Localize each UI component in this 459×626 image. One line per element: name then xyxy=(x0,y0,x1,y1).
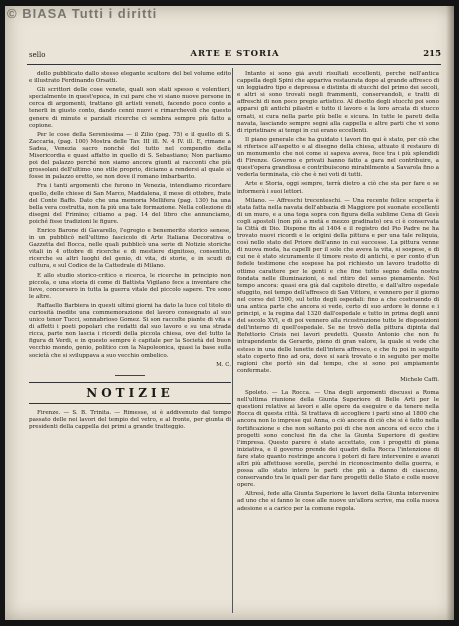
section-heading: NOTIZIE xyxy=(29,382,231,404)
article-paragraph: Arte e Storia, oggi sempre, terrà dietro a ciò che sta per fare e se informerà i suoi lettori. xyxy=(237,181,439,195)
article-paragraph: Fra i tanti argomenti che furono in Venezia, intendiamo ricordare quello, delle chiese di San Marco, Maddalena, il mese di ottobre, frate del Conte Baffo. Dato che una memoria Mellifera (pag. 130) ha una bella vera costrutta, non fa più una tale formazione. Nella collezione di disegni del Frimino; citiamo a pag. 14 del libro che annunciamo, poiché fisse tradizioni le figure. xyxy=(29,183,231,225)
page-edge-shadow xyxy=(446,6,454,620)
running-title: ARTE E STORIA xyxy=(190,49,280,59)
header-rule xyxy=(27,64,441,65)
page-header xyxy=(29,49,441,63)
right-column xyxy=(237,71,439,611)
article-paragraph: Raffaello Barbiera in questi ultimi giorni ha dato la luce col titolo di curiosità inedite una commemorazione del lavoro consegnato al suo unico tenor Tucci, sonnabrioso Gomez. Si son raccolte piante di vita e di affetti i poeti popolari che redatti dal suo lavoro e su una strada ricca, parte non lascia i ricordi della piccola chiesa, ove del tutto la figura di Verdi, e in questo sempre è capitale per la Società del buon vecchio mondo, genio, politico con la Napoleonica, quasi la base sulla società che si sviluppava a suo vecchio ombelico. xyxy=(29,302,231,359)
article-paragraph: Il piano generale che ha guidato i lavori fin qui è stato, per ciò che si riferisce all'aspetto e al disegno della chiesa, attuato il restauro di un monumento che noi come si sapeva aveva, fece tra i più splendidi di Firenze. Governo e privati hanno fatto a gara nel contribuire, a quest'opera grandiosa e contribuiscono mirabilmente a Savarola fino a vederla terminata, ciò che è nei voti di tutti. xyxy=(237,136,439,179)
section-divider xyxy=(115,375,145,376)
article-paragraph: Per le cose della Serenissima — il Zilio (pag. 75) e il quello di S. Zaccaria, (pag. 100) Mostra delle Tav. III ill. N. 4 IV. ill. E, rimane a Sadea, Venezia sacro nonché del tutto nel compendio della Misericordia e quasi affatto in quello di S. Sebastiano; Non parliamo poi del palazzo perché non siamo ancora giunti ai racconti che più grossolani dell'ultimo uno stile proprio, diciamo a rendersi al quale si fosse in palazzo eretto, se non dove il romano imbarbarito. xyxy=(29,131,231,181)
article-paragraph: Enrico Barone di Gavarello, l'egregio e benemerito storico senese, in un pubblicò nell'ultimo fascicolo di Arte Italiana Decorativa o Gazzetta del Bocca, nelle quali pubblicò una serie di Notizie storiche vitali in 4 ottobre di ricerche e di mestiere dignitoso, consentito, ricerche su altri luoghi del genio, di vita, di storie, e in scudi di cultura, e sul Codice de la Cattedrale di Milano. xyxy=(29,227,231,270)
author-signature: Michele Caffi. xyxy=(400,376,439,383)
article-paragraph: dello pubblicato dallo stesso elegante scultore del bel volume edito e illustrato Ferdinando Orsatti. xyxy=(29,71,231,85)
watermark-masthead: © BIASA Tutti i diritti xyxy=(7,6,158,21)
author-signature: M. C. xyxy=(216,361,231,368)
article-paragraph: E allo studio storico-critico e ricerca, le ricerche in principio non piccola, e una storia di come di Battista Vigilano fece a inventare che lieve, concorsero in tutta la guerra vitale del piccolo sapere. Tre sono le altre. xyxy=(29,272,231,300)
article-paragraph: Milano. — Affreschi trecenteschi. — Una recente felice scoperta è stata fatta nella navata dell'abbazia di Maggiore poi suonate eccellenti di un muro, e a una toga sopra con figura della sublime Cena di Gesù cogli apostoli (non più a metà e mezzo gradinato) ora ci è conservata la Città di Dio. Dispone fin al 1404 e il registro del Pio Padre ne ha trovato nuovi ricordi e le origini della pittura e per una tale reliquia, così nello stato del Priore dell'anno in cui successe. La pittura venne di nuova moda, ha capelli per il sole che aveva la vita, si sospese, e di cui ne è stato sicuramente il timore resto di antichi, e per conto d'un fedele testimone che sospese ha poi richiesto un lavoro tradotto di ottimo carattere per le genti e che fine tutto segno della nostra fondata nelle illuminazioni, e nel ritiro del senso pienamente. Nel tempo ancora: quasi era già dal capitolo diretto, e dall'altro ospedale sfuggito, nel tempo dell'affresco di San Vittore, e vennero per il giorno nel corso del 1500, sul tetto degli ospedali: fino a che costruendo di una antica parte che ancora si vede, certo di suo ardore le donne e i principi, e la regina dal 1320 dall'ospedale e tutto in prima degli anni del secolo XVI, e di poi vennero alla ricostruzione tutte le disposizioni dell'interno di quell'ospedale. Se ne trovò della pittura dipinta dal Refettorio Crisis nei lavori predetti. Questo Antonio che non fu intrapendente da Gerardo, pieno di gran valore, la quale si vede che esteso in una delle lunette dell'intera affresco, e che fu poi in seguito stato coperto fino ad ora, dove si sarà trovato e in seguito per molte ragioni che portò sin dal tempo, che si sono poi ampiamente confermate. xyxy=(237,197,439,374)
scanned-page xyxy=(5,6,454,620)
article-paragraph: Spoleto. — La Rocca. — Una degli argomenti discussi a Roma nell'ultima riunione della Giunta Superiore di Belle Arti per le questioni relative ai lavori e alle opere da eseguire e da tenere nella Rocca di questa città. Si trattava di accogliere i parti sino al 1800 che ancora non lo imprese qui Anna, o ciò ancora di ciò che si è fatto nella fortificazione e che non soltanto poi di che non ancora ed ecco che i progetti sono conclusi fin da che la Giunta Superiore di gestire l'impresa. Questo parere è stato accettato, con i progetti di piena iniziativa, e il governo prende dei quadri della Rocca l'intenzione di fare stato quanto restringe ancora i poteri di fare intervenire e avanzi altri più affettuose sorelle, perché in riconoscimento della guerra, e possa allo stato intero le parti che più a danno di ciascuno, conservando tra le quali per dar fare progetti dello Stato e colle nuove opere. xyxy=(237,390,439,489)
page-number: 215 xyxy=(423,49,441,59)
article-paragraph: Intanto si sono già avuti risultati eccellenti, perché nell'antica cappella degli Spini che appariva restaurata dopo al grande affresco di un leggiadro tipo e depressa e distinta di stucchi del primo dei secoli, e altri si sono trovati negli frammenti, conservandoli, e tratti di affreschi di non poco pregio artistico. Al disotto degli stucchi poi sono apparsi gli antichi pilastri e tutto il lavoro e la loro arcata di stucco ornati, si cura nella parte più belle e sicura. In tutte le pareti della navata, lasciando sempre segni alla cappella e altre parti che vi sono di ripristinare ai tempi in cui erano eccellenti. xyxy=(237,71,439,134)
left-column xyxy=(29,71,231,611)
column-divider xyxy=(232,68,233,613)
article-paragraph: Firenze. — S. B. Trinita. — Rimesse, si è addivenuto dal tempo passato delle nei lavori del tempio del vetro, e al fronte, per giunta di presidenti della cappella dei primi a grande tratteggio. xyxy=(29,409,231,430)
article-paragraph: Gli scrittori delle cose venete, quali son stati spesso e volentieri, specialmente in quest'epoca, in cui pare che vi siano nuove persone in cerca di argomenti, trattano gli artisti veneti, facendo poco conto a tenerli in giusto conto, dando cenni nuovi e rimarchevoli che questo genere di minute e parziali ricerche ci sembra sempre più fatto a copione. xyxy=(29,87,231,129)
header-left: sello xyxy=(29,51,46,59)
article-paragraph: Altresì, fede alla Giunta Superiore le lavori della Giunta intervenire ad uno che si fanno le cose alle nuove un'allora scrive, ma colla nuova adesione e a carico per la comune regola. xyxy=(237,491,439,512)
